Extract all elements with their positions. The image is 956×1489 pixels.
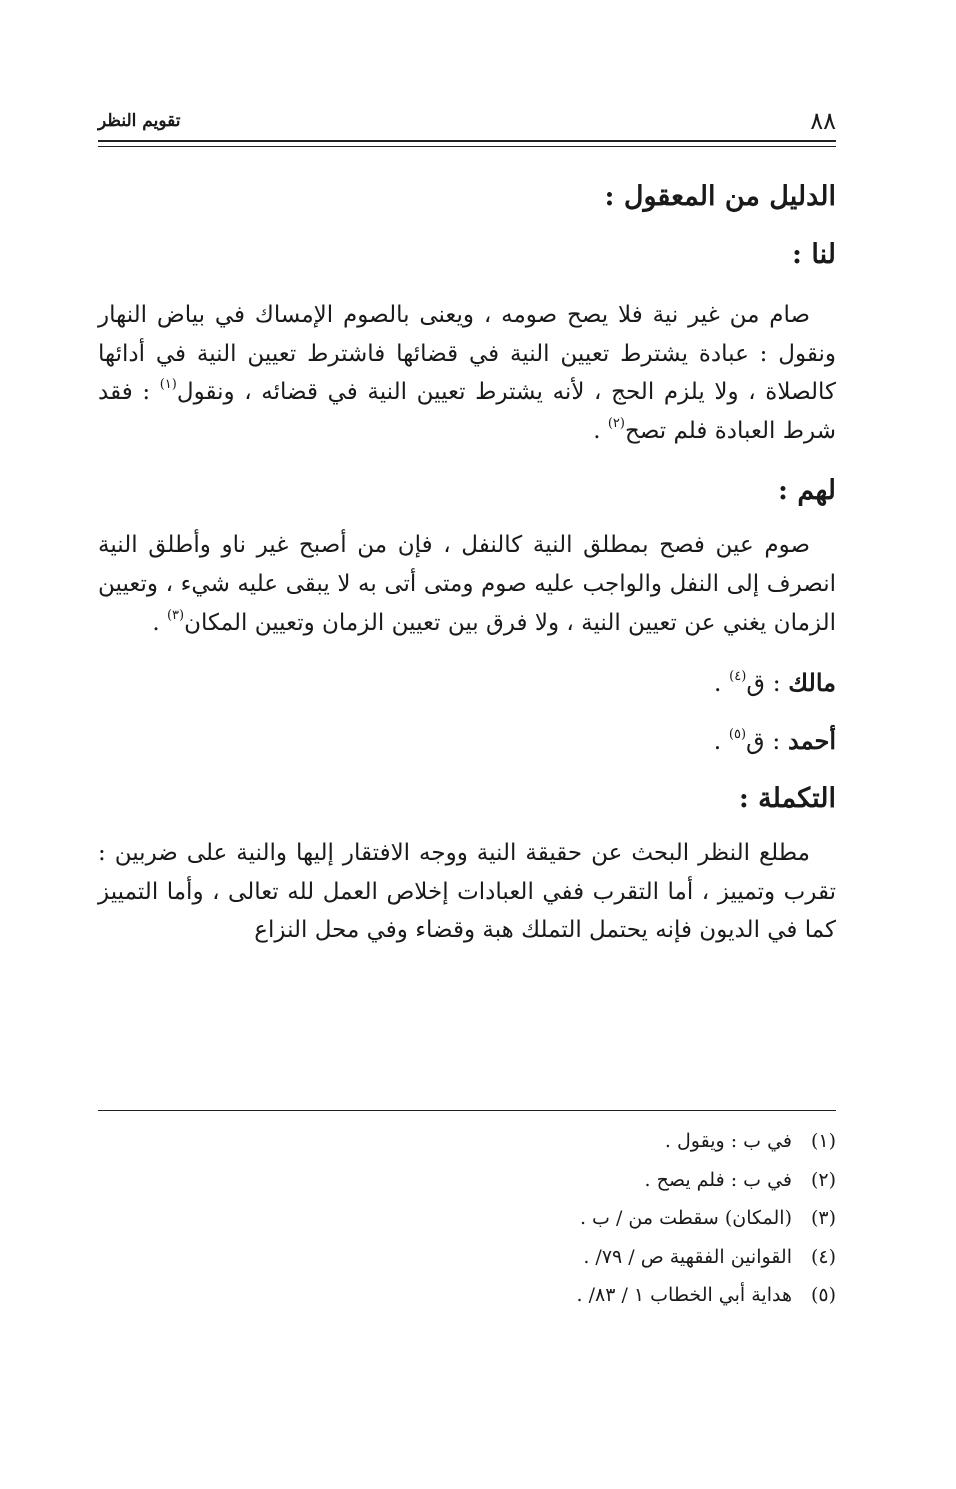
- footnote-ref-4[interactable]: (٤): [729, 669, 747, 685]
- footnote-text: هداية أبي الخطاب ١ / ٨٣/ .: [576, 1284, 792, 1306]
- paragraph-lana-mid: : فقد شرط العبادة فلم تصح: [98, 379, 836, 444]
- footnote-number: (٥): [810, 1284, 836, 1306]
- footnotes: [98, 1122, 836, 1315]
- footnote-4: [98, 1238, 836, 1277]
- footnote-ref-3[interactable]: (٣): [166, 607, 185, 623]
- entry-malik-label: مالك: [788, 668, 836, 698]
- paragraph-lana: [98, 296, 836, 450]
- paragraph-lana-end: .: [593, 417, 608, 444]
- entry-malik: [98, 654, 836, 712]
- entry-ahmad-end: .: [713, 727, 729, 756]
- paragraph-takmila: مطلع النظر البحث عن حقيقة النية ووجه الافتقار إليها والنية على ضربين : تقرب وتمييز ، أما التقرب ففي العبادات إخلاص العمل لله تعالى ، وأما التمييز كما في الديون فإنه يحتمل التملك هبة وقضاء وفي محل النزاع: [98, 840, 836, 944]
- heading-lana: لنا :: [792, 239, 836, 270]
- paragraph-lahum-text: صوم عين فصح بمطلق النية كالنفل ، فإن من أصبح غير ناو وأطلق النية انصرف إلى النفل والواجب عليه صوم ومتى أتى به لا يبقى عليه شيء ، وتعيين الزمان يغني عن تعيين النية ، ولا فرق بين تعيين الزمان وتعيين المكان: [98, 532, 836, 636]
- paragraph-lahum-end: .: [152, 609, 167, 636]
- footnote-text: (المكان) سقطت من / ب .: [579, 1207, 792, 1229]
- header-rule: [98, 140, 836, 147]
- footnote-ref-2[interactable]: (٢): [607, 415, 625, 431]
- heading-rational-evidence: الدليل من المعقول :: [604, 181, 836, 212]
- main-text: [98, 168, 836, 962]
- footnote-5: [98, 1276, 836, 1315]
- entry-malik-end: .: [713, 669, 730, 698]
- heading-takmila: التكملة :: [738, 783, 836, 815]
- footnote-3: [98, 1199, 836, 1238]
- paragraph-lana-text: صام من غير نية فلا يصح صومه ، ويعنى بالصوم الإمساك في بياض النهار ونقول : عبادة يشترط تعيين النية في قضائها فاشترط تعيين النية في أدائها كالصلاة ، ولا يلزم الحج ، لأنه يشترط تعيين النية في قضائه ، ونقول: [98, 302, 836, 406]
- footnote-1: [98, 1122, 836, 1161]
- footnote-number: (٢): [810, 1168, 836, 1191]
- footnote-text: القوانين الفقهية ص / ٧٩/ .: [583, 1245, 792, 1268]
- running-title: تقويم النظر: [98, 111, 181, 131]
- footnote-2: [98, 1161, 836, 1200]
- footnote-ref-1[interactable]: (١): [159, 377, 177, 393]
- entry-ahmad: [98, 712, 836, 770]
- paragraph-lahum: [98, 526, 836, 642]
- page-number: ٨٨: [810, 107, 836, 135]
- entry-ahmad-text: : ق: [746, 727, 789, 756]
- footnote-number: (١): [810, 1130, 836, 1152]
- entry-ahmad-label: أحمد: [788, 726, 836, 756]
- footnote-text: في ب : فلم يصح .: [644, 1168, 792, 1191]
- footnote-ref-5[interactable]: (٥): [728, 727, 747, 743]
- footnote-rule: [98, 1110, 836, 1111]
- heading-lahum: لهم :: [777, 475, 836, 507]
- footnote-number: (٤): [810, 1245, 836, 1268]
- page-header: [98, 104, 836, 138]
- footnote-text: في ب : ويقول .: [664, 1130, 792, 1152]
- entry-malik-text: : ق: [746, 669, 789, 698]
- footnote-number: (٣): [810, 1207, 836, 1229]
